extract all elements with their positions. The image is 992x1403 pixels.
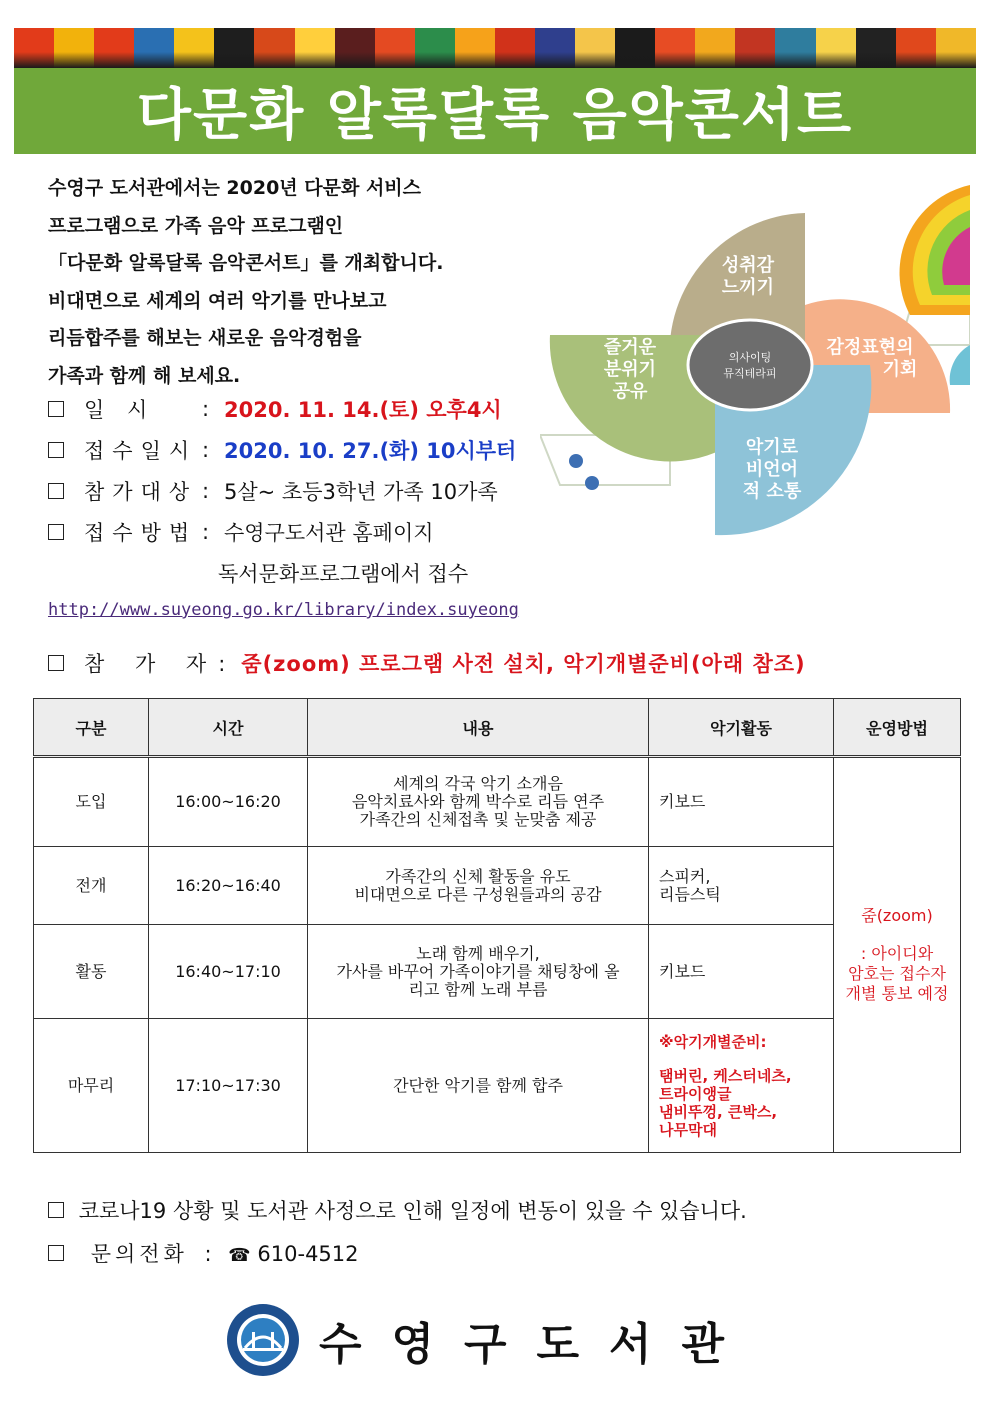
- title-bar: [14, 68, 976, 154]
- library-logo-icon: [225, 1302, 301, 1378]
- checkbox-icon: [48, 524, 64, 540]
- banner-color-block: [94, 28, 134, 68]
- diagram-top-label: 느끼기: [721, 277, 775, 298]
- diagram-bottom-label: 적 소통: [742, 481, 802, 502]
- table-header: 운영방법: [834, 699, 961, 757]
- banner-color-block: [615, 28, 655, 68]
- info-date: [48, 388, 516, 429]
- library-link[interactable]: http://www.suyeong.go.kr/library/index.suyeong: [48, 600, 519, 620]
- info-label: 접수일시: [84, 438, 198, 463]
- banner-color-block: [856, 28, 896, 68]
- table-row: [34, 1019, 961, 1153]
- info-value: 독서문화프로그램에서 접수: [218, 561, 469, 586]
- instrument-line: 탬버린, 케스터네츠,: [659, 1066, 792, 1085]
- phone-row: [48, 1238, 359, 1268]
- instrument-cell: 키보드: [649, 925, 834, 1019]
- content-line: 리고 함께 노래 부름: [408, 979, 548, 999]
- checkbox-icon: [48, 1245, 64, 1261]
- info-value: 2020. 11. 14.(토) 오후4시: [224, 397, 502, 422]
- content-cell: [308, 847, 649, 925]
- content-line: 가족간의 신체 활동을 유도: [385, 866, 571, 886]
- banner-color-block: [936, 28, 976, 68]
- content-line: 노래 함께 배우기,: [416, 943, 540, 963]
- banner-color-block: [415, 28, 455, 68]
- banner-color-block: [14, 28, 54, 68]
- stage-cell: 활동: [34, 925, 149, 1019]
- schedule-table: [33, 698, 961, 1153]
- banner-color-block: [655, 28, 695, 68]
- intro-line: 가족과 함께 해 보세요.: [48, 364, 241, 387]
- intro-line: 비대면으로 세계의 여러 악기를 만나보고: [48, 289, 387, 312]
- page-title: 다문화 알록달록 음악콘서트: [136, 83, 854, 148]
- info-method-cont: [48, 552, 516, 593]
- table-header: 시간: [149, 699, 308, 757]
- banner-color-block: [375, 28, 415, 68]
- banner-color-block: [174, 28, 214, 68]
- intro-line: 리듬합주를 해보는 새로운 음악경험을: [48, 327, 362, 349]
- stage-cell: 마무리: [34, 1019, 149, 1153]
- notice-row: [48, 1195, 747, 1225]
- intro-line: 「다문화 알록달록 음악콘서트」를 개최합니다.: [48, 252, 444, 274]
- checkbox-icon: [48, 655, 64, 671]
- info-colon: :: [202, 437, 210, 462]
- time-cell: 16:20~16:40: [149, 847, 308, 925]
- table-row: [34, 757, 961, 847]
- diagram-bottom-label: 비언어: [745, 459, 799, 480]
- banner-color-block: [816, 28, 856, 68]
- content-cell: [308, 757, 649, 847]
- info-method: [48, 511, 516, 552]
- banner-color-block: [775, 28, 815, 68]
- content-line: 음악치료사와 함께 박수로 리듬 연주: [351, 792, 605, 811]
- diagram-right-label: 기회: [882, 359, 918, 380]
- info-target: [48, 470, 516, 511]
- participants-label: 참 가 자:: [84, 652, 238, 676]
- content-line: 가사를 바꾸어 가족이야기를 채팅창에 올: [336, 961, 620, 981]
- banner-color-block: [455, 28, 495, 68]
- banner-color-block: [214, 28, 254, 68]
- table-header: 내용: [308, 699, 649, 757]
- event-info: [48, 388, 516, 593]
- banner-color-block: [295, 28, 335, 68]
- instrument-cell: [649, 847, 834, 925]
- instrument-line: 리듬스틱: [659, 884, 721, 904]
- content-cell: [308, 925, 649, 1019]
- participants-value: 줌(zoom) 프로그램 사전 설치, 악기개별준비(아래 참조): [241, 652, 806, 676]
- banner-color-block: [896, 28, 936, 68]
- method-line: : 아이디와: [860, 944, 934, 963]
- table-row: [34, 925, 961, 1019]
- diagram-top-label: 성취감: [721, 255, 775, 276]
- banner-image: [14, 28, 976, 68]
- diagram-right-label: 감정표현의: [826, 337, 914, 358]
- time-cell: 17:10~17:30: [149, 1019, 308, 1153]
- method-line: 개별 통보 예정: [845, 984, 949, 1003]
- diagram-center-label: 의사이팅: [728, 351, 772, 364]
- instrument-line: 냄비뚜껑, 큰박스,: [659, 1102, 778, 1121]
- checkbox-icon: [48, 442, 64, 458]
- banner-color-block: [695, 28, 735, 68]
- phone-colon: :: [204, 1242, 212, 1266]
- stage-cell: 전개: [34, 847, 149, 925]
- table-header-row: [34, 699, 961, 757]
- content-line: 비대면으로 다른 구성원들과의 공감: [354, 884, 602, 904]
- intro-line: 수영구 도서관에서는 2020년 다문화 서비스: [48, 177, 422, 199]
- instrument-line: 스피커,: [659, 866, 711, 886]
- checkbox-icon: [48, 1202, 64, 1218]
- instrument-line: 나무막대: [659, 1120, 717, 1139]
- instrument-cell: [649, 1019, 834, 1153]
- info-label: 접수방법: [84, 520, 198, 545]
- table-header: 악기활동: [649, 699, 834, 757]
- info-label: 참가대상: [84, 479, 198, 504]
- method-line: 줌(zoom): [861, 906, 933, 925]
- intro-line: 프로그램으로 가족 음악 프로그램인: [48, 214, 344, 237]
- banner-color-block: [575, 28, 615, 68]
- banner-color-block: [735, 28, 775, 68]
- instrument-cell: 키보드: [649, 757, 834, 847]
- phone-label: 문의전화: [90, 1242, 188, 1266]
- time-cell: 16:40~17:10: [149, 925, 308, 1019]
- checkbox-icon: [48, 483, 64, 499]
- info-value: 5살~ 초등3학년 가족 10가족: [224, 479, 498, 504]
- diagram-left-label: 즐거운: [603, 337, 657, 358]
- info-value: 수영구도서관 홈페이지: [224, 520, 434, 545]
- info-label: 일 시: [84, 397, 156, 422]
- diagram-bottom-label: 악기로: [745, 437, 799, 458]
- banner-color-block: [535, 28, 575, 68]
- checkbox-icon: [48, 401, 64, 417]
- participants-row: [48, 648, 806, 678]
- diagram-center: [688, 320, 812, 410]
- diagram-center-label: 뮤직테라피: [723, 367, 777, 380]
- phone-icon: ☎: [228, 1245, 251, 1266]
- info-colon: :: [202, 519, 210, 544]
- content-cell: 간단한 악기를 함께 합주: [308, 1019, 649, 1153]
- info-value: 2020. 10. 27.(화) 10시부터: [224, 438, 517, 463]
- banner-color-block: [495, 28, 535, 68]
- table-row: [34, 847, 961, 925]
- banner-color-block: [335, 28, 375, 68]
- info-colon: :: [202, 396, 210, 421]
- method-cell: [834, 757, 961, 1153]
- phone-number: 610-4512: [257, 1242, 359, 1266]
- instrument-note: ※악기개별준비:: [659, 1032, 767, 1051]
- intro-text: [48, 170, 568, 395]
- diagram-left-label: 분위기: [603, 359, 657, 380]
- banner-color-block: [254, 28, 294, 68]
- time-cell: 16:00~16:20: [149, 757, 308, 847]
- stage-cell: 도입: [34, 757, 149, 847]
- content-line: 가족간의 신체접촉 및 눈맞춤 제공: [359, 810, 597, 829]
- banner-color-block: [134, 28, 174, 68]
- notice-text: 코로나19 상황 및 도서관 사정으로 인해 일정에 변동이 있을 수 있습니다.: [78, 1199, 747, 1223]
- info-colon: :: [202, 478, 210, 503]
- table-header: 구분: [34, 699, 149, 757]
- method-line: 암호는 접수자: [848, 964, 946, 983]
- info-registration: [48, 429, 516, 470]
- banner-color-block: [54, 28, 94, 68]
- library-footer: [225, 1302, 754, 1378]
- content-line: 세계의 각국 악기 소개음: [393, 774, 563, 793]
- diagram-left-label: 공유: [612, 381, 648, 402]
- library-name: 수영구도서관: [319, 1319, 755, 1370]
- music-therapy-diagram: [540, 185, 970, 540]
- instrument-line: 트라이앵글: [659, 1084, 732, 1103]
